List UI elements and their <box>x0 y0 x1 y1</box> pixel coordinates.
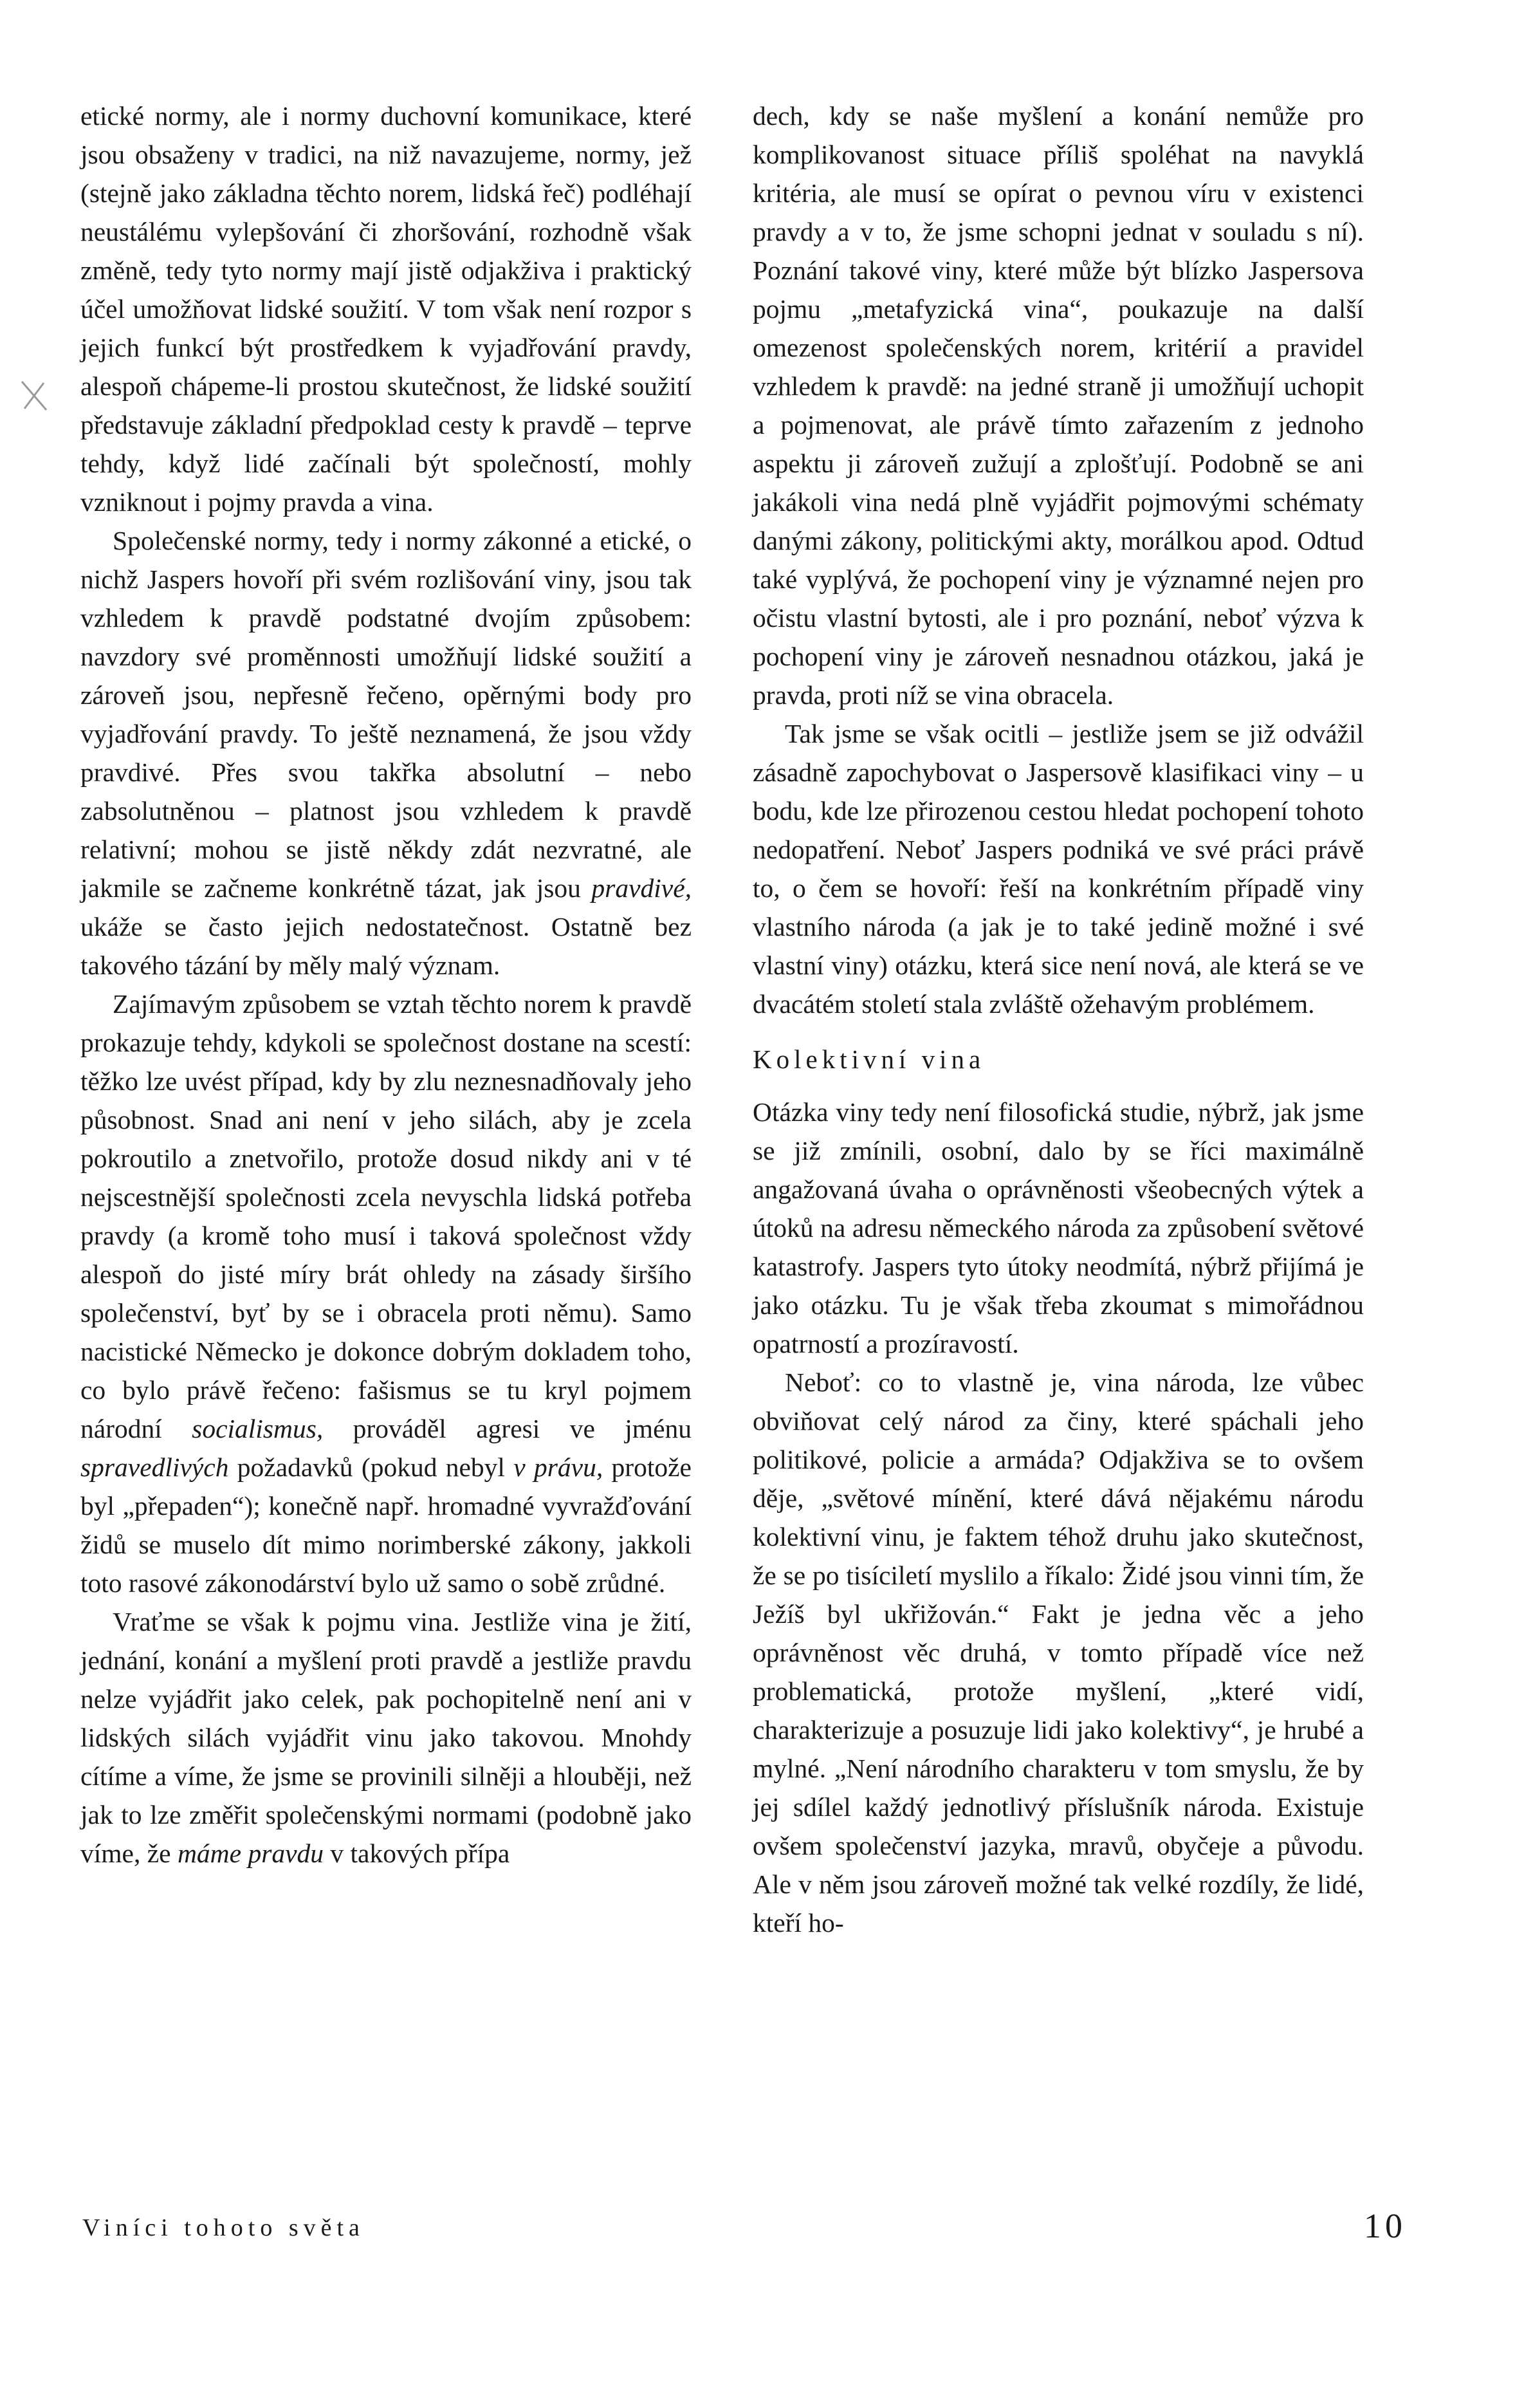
emphasis: spravedlivých <box>80 1452 229 1482</box>
text-run: v takových přípa <box>324 1838 510 1868</box>
paragraph: Otázka viny tedy není filosofická studie, nýbrž, jak jsme se již zmínili, osobní, dalo by se říci maximálně angažovaná úvaha o oprávněnosti všeobecných výtek a útoků na adresu německého národa za způsobení světové katastrofy. Jaspers tyto útoky neodmítá, nýbrž přijímá je jako otázku. Tu je však třeba zkoumat s mimořádnou opatrností a prozíravostí. <box>753 1097 1364 1358</box>
emphasis: pravdivé, <box>591 873 692 903</box>
emphasis: v právu, <box>513 1452 603 1482</box>
running-footer-title: Viníci tohoto světa <box>82 2214 365 2241</box>
text-run: Společenské normy, tedy i normy zákonné a etické, o nichž Jaspers hovoří při svém rozlišování viny, jsou tak vzhledem k pravdě podstatné dvojím způsobem: navzdory své proměnnosti umožňují lidské soužití a zároveň jsou, nepřesně řečeno, opěrnými body pro vyjadřování pravdy. To ještě neznamená, že jsou vždy pravdivé. Přes svou takřka absolutní – nebo zabsolutněnou – platnost jsou vzhledem k pravdě relativní; mohou se jistě někdy zdát nezvratné, ale jakmile se začneme konkrétně tázat, jak jsou <box>80 526 692 903</box>
paragraph <box>80 1602 692 1873</box>
text-run: prováděl agresi ve jménu <box>323 1414 692 1443</box>
left-column <box>80 97 692 1873</box>
paragraph: Tak jsme se však ocitli – jestliže jsem se již odvážil zásadně zapochybovat o Jaspersově klasifikaci viny – u bodu, kde lze přirozenou cestou hledat pochopení tohoto nedopatření. Neboť Jaspers podniká ve své práci právě to, o čem se hovoří: řeší na konkrétním případě viny vlastního národa (a jak je to také jedině možné i své vlastní viny) otázku, která sice není nová, ale která se ve dvacátém století stala zvláště ožehavým problémem. <box>753 719 1364 1019</box>
text-run: Vraťme se však k pojmu vina. Jestliže vina je žití, jednání, konání a myšlení proti pravdě a jestliže pravdu nelze vyjádřit jako celek, pak pochopitelně není ani v lidských silách vyjádřit vinu jako takovou. Mnohdy cítíme a víme, že jsme se provinili silněji a hlouběji, než jak to lze změřit společenskými normami (podobně jako víme, že <box>80 1607 692 1868</box>
section-heading: Kolektivní vina <box>753 1044 986 1074</box>
text-run: Zajímavým způsobem se vztah těchto norem k pravdě prokazuje tehdy, kdykoli se společnost dostane na scestí: těžko lze uvést případ, kdy by zlu neznesnadňovaly jeho působnost. Snad ani není v jeho silách, aby je zcela pokroutilo a znetvořilo, protože dosud nikdy ani v té nejscestnější společnosti zcela nevyschla lidská potřeba pravdy (a kromě toho musí i taková společnost vždy alespoň do jisté míry brát ohledy na zásady širšího společenství, byť by se i obracela proti němu). Samo nacistické Německo je dokonce dobrým dokladem toho, co bylo právě řečeno: fašismus se tu kryl pojmem národní <box>80 989 692 1443</box>
emphasis: máme pravdu <box>177 1838 324 1868</box>
paragraph: dech, kdy se naše myšlení a konání nemůže pro komplikovanost situace příliš spoléhat na navyklá kritéria, ale musí se opírat o pevnou víru v existenci pravdy a v to, že jsme schopni jednat v souladu s ní). Poznání takové viny, které může být blízko Jaspersova pojmu „metafyzická vina“, poukazuje na další omezenost společenských norem, kritérií a pravidel vzhledem k pravdě: na jedné straně ji umožňují uchopit a pojmenovat, ale právě tímto zařazením z jednoho aspektu ji zároveň zužují a zplošťují. Podobně se ani jakákoli vina nedá plně vyjádřit pojmovými schématy danými zákony, politickými akty, morálkou apod. Odtud také vyplývá, že pochopení viny je významné nejen pro očistu vlastní bytosti, ale i pro poznání, neboť výzva k pochopení viny je zároveň nesnadnou otázkou, jaká je pravda, proti níž se vina obracela. <box>753 101 1364 710</box>
text-run: protože byl „přepaden“); konečně např. hromadné vyvražďování židů se muselo dít mimo norimberské zákony, jakkoli toto rasové zákonodárství bylo už samo o sobě zrůdné. <box>80 1452 692 1598</box>
emphasis: socialismus, <box>192 1414 324 1443</box>
right-column <box>753 97 1364 1942</box>
paragraph: Neboť: co to vlastně je, vina národa, lze vůbec obviňovat celý národ za činy, které spáchali jeho politikové, policie a armáda? Odjakživa se to ovšem děje, „světové mínění, které dává nějakému národu kolektivní vinu, je faktem téhož druhu jako skutečnost, že se po tisíciletí myslilo a říkalo: Židé jsou vinni tím, že Ježíš byl ukřižován.“ Fakt je jedna věc a jeho oprávněnost věc druhá, v tomto případě více než problematická, protože myšlení, „které vidí, charakterizuje a posuzuje lidi jako kolektivy“, je hrubé a mylné. „Není národního charakteru v tom smyslu, že by jej sdílel každý jednotlivý příslušník národa. Existuje ovšem společenství jazyka, mravů, obyčeje a původu. Ale v něm jsou zároveň možné tak velké rozdíly, že lidé, kteří ho- <box>753 1367 1364 1938</box>
paragraph <box>80 521 692 985</box>
paragraph: etické normy, ale i normy duchovní komunikace, které jsou obsaženy v tradici, na niž navazujeme, normy, jež (stejně jako základna těchto norem, lidská řeč) podléhají neustálému vylepšování či zhoršování, rozhodně však změně, tedy tyto normy mají jistě odjakživa i praktický účel umožňovat lidské soužití. V tom však není rozpor s jejich funkcí být prostředkem k vyjadřování pravdy, alespoň chápeme-li prostou skutečnost, že lidské soužití představuje základní předpoklad cesty k pravdě – teprve tehdy, když lidé začínali být společností, mohly vzniknout i pojmy pravda a vina. <box>80 101 692 517</box>
text-run: požadavků (pokud nebyl <box>228 1452 514 1482</box>
paragraph <box>80 985 692 1602</box>
page-number: 10 <box>1364 2207 1406 2245</box>
text-run: ukáže se často jejich nedostatečnost. Ostatně bez takového tázání by měly malý význam. <box>80 912 692 980</box>
margin-cross-mark <box>18 376 50 415</box>
